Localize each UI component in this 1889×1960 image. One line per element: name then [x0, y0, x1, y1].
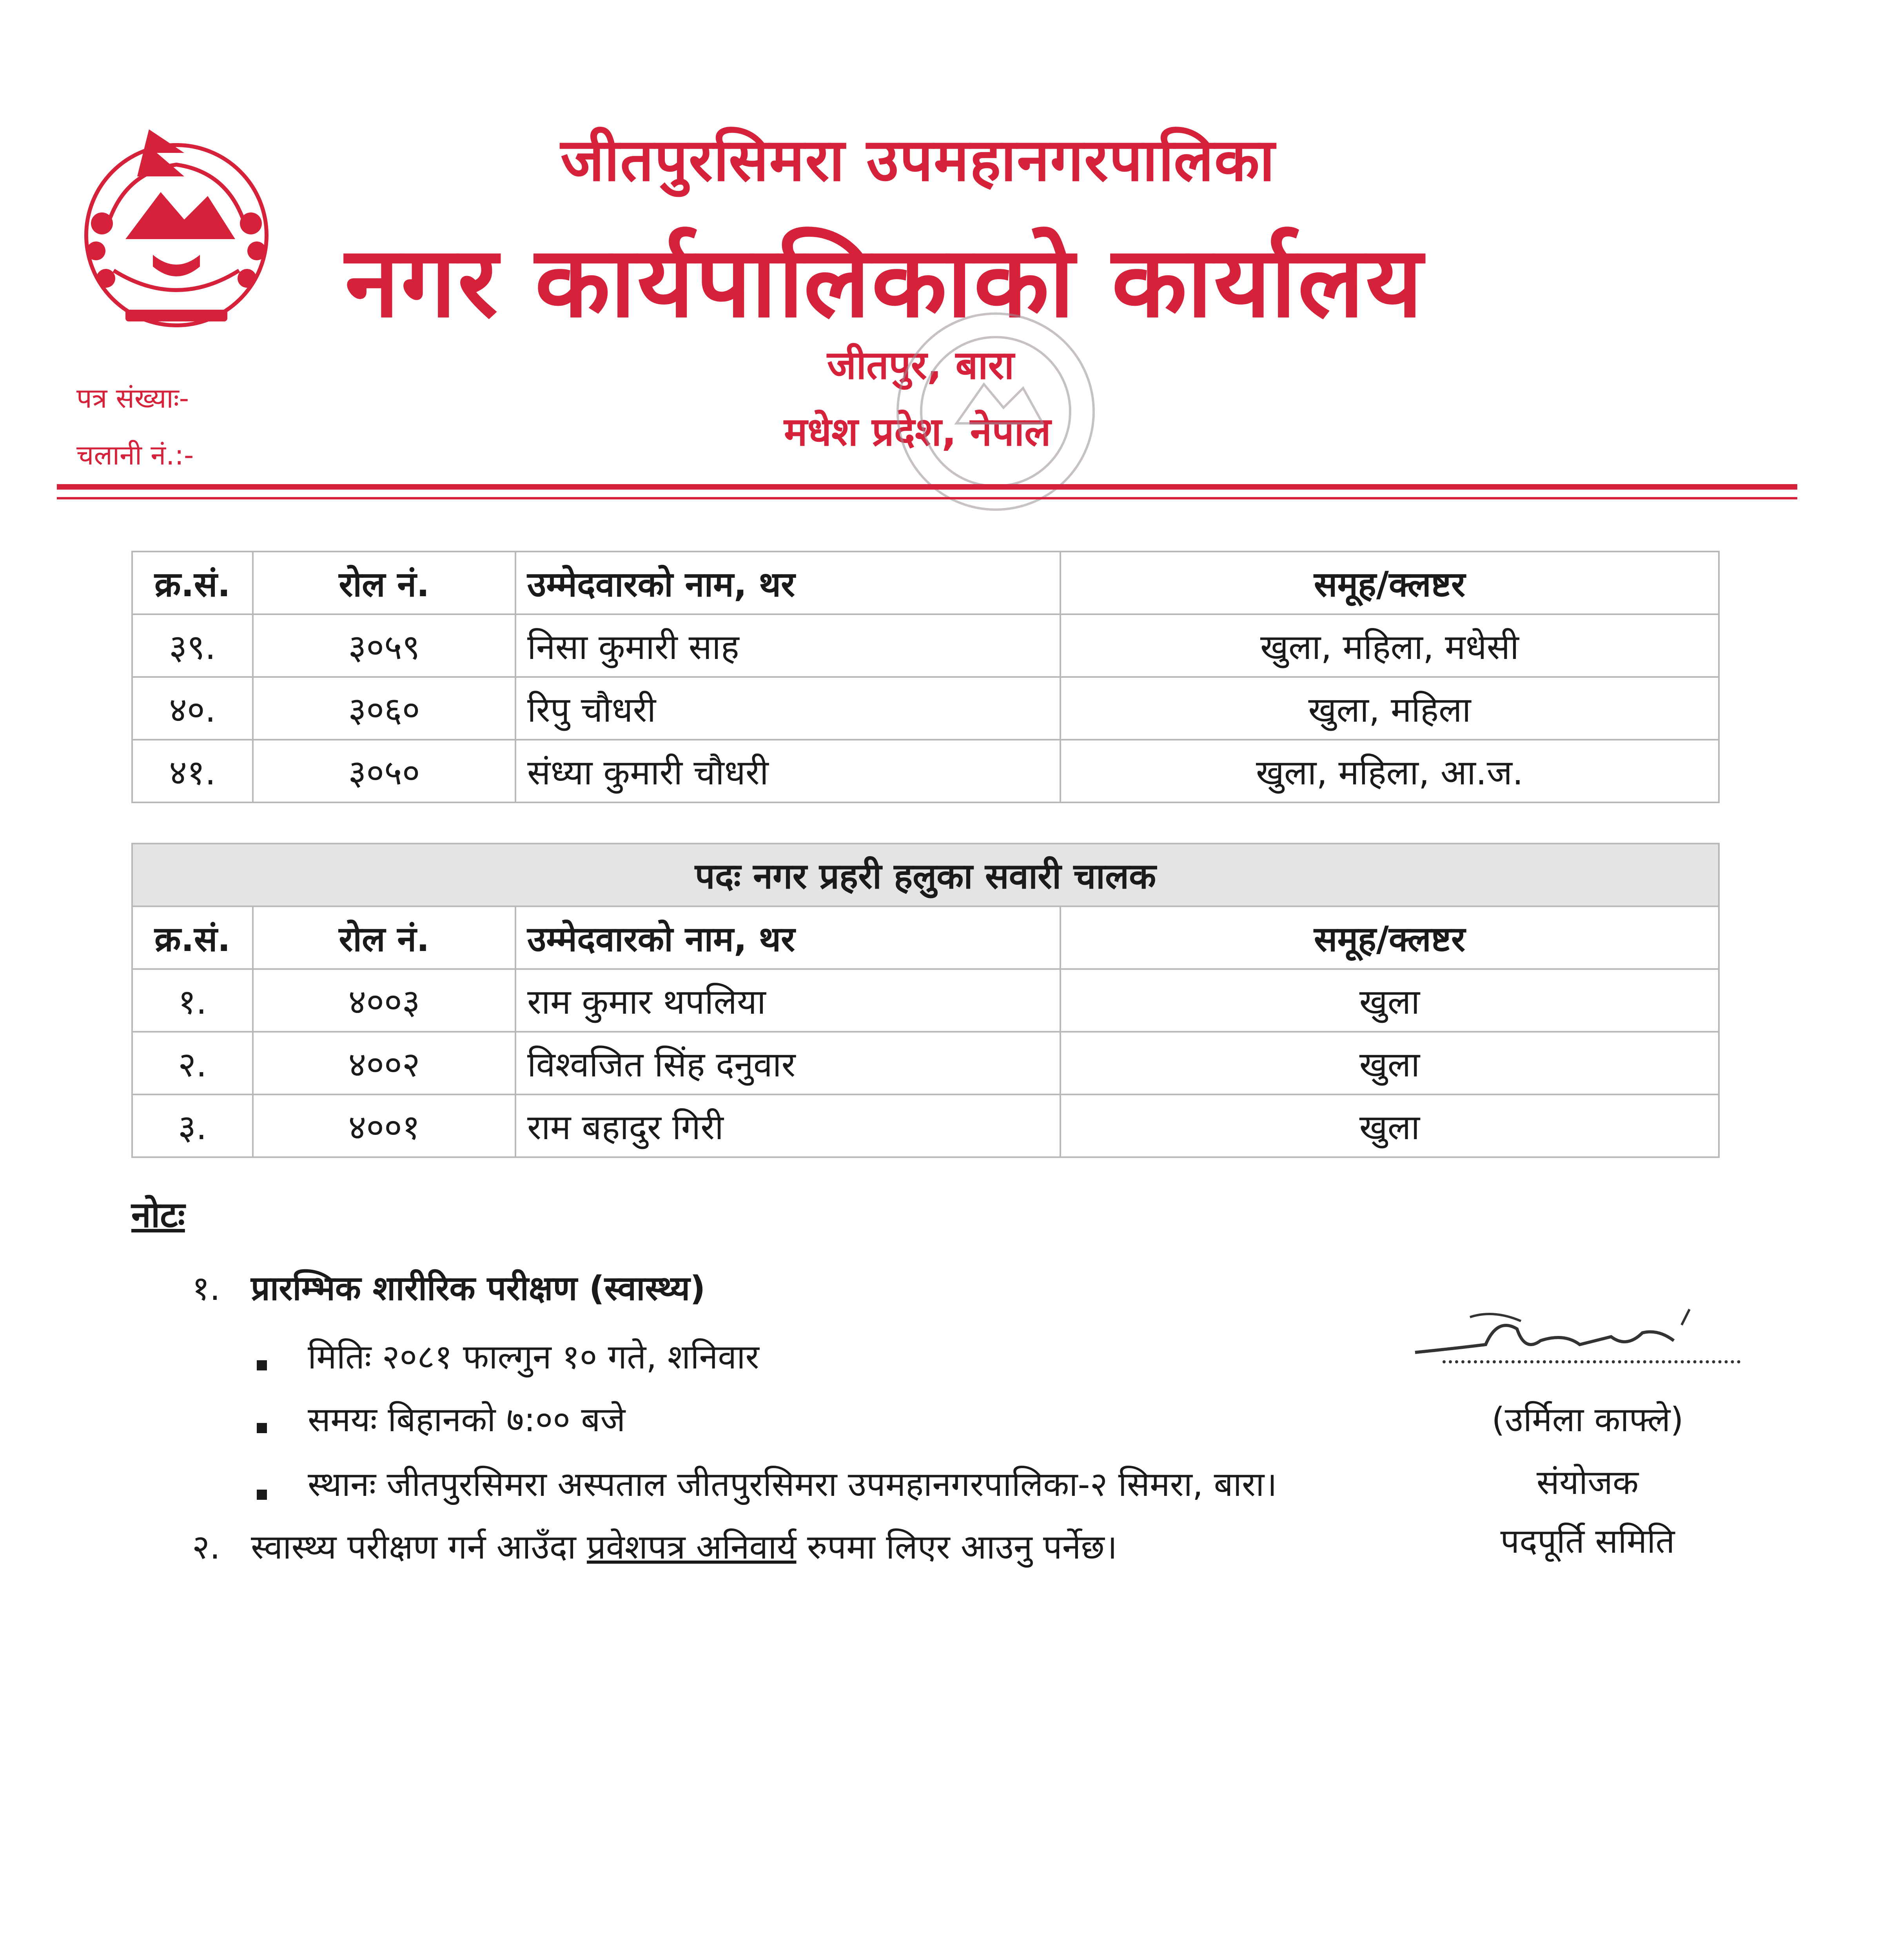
col-name-header: उम्मेदवारको नाम, थर — [515, 906, 1060, 969]
name-cell: संध्या कुमारी चौधरी — [515, 740, 1060, 802]
roll-cell: ४००२ — [253, 1032, 515, 1094]
name-cell: निसा कुमारी साह — [515, 614, 1060, 677]
name-cell: राम बहादुर गिरी — [515, 1094, 1060, 1157]
roll-cell: ४००१ — [253, 1094, 515, 1157]
name-cell: राम कुमार थपलिया — [515, 969, 1060, 1032]
dispatch-number-label: चलानी नं.:- — [76, 439, 194, 471]
bullet-icon — [257, 1423, 267, 1433]
col-group-header: समूह/क्लष्टर — [1060, 552, 1719, 614]
col-serial-header: क्र.सं. — [132, 906, 253, 969]
header-rule-bottom — [57, 497, 1797, 499]
group-cell: खुला, महिला, मधेसी — [1060, 614, 1719, 677]
serial-cell: ४०. — [132, 677, 253, 740]
roll-cell: ३०५० — [253, 740, 515, 802]
bullet-icon — [257, 1490, 267, 1500]
exam-date: मितिः २०८१ फाल्गुन १० गते, शनिवार — [308, 1338, 759, 1377]
signatory-name: (उर्मिला काफ्ले) — [1492, 1400, 1684, 1439]
exam-venue: स्थानः जीतपुरसिमरा अस्पताल जीतपुरसिमरा उपमहानगरपालिका-२ सिमरा, बारा। — [308, 1465, 1277, 1504]
group-cell: खुला — [1060, 969, 1719, 1032]
table-row — [132, 1094, 1719, 1157]
col-serial-header: क्र.सं. — [132, 552, 253, 614]
col-group-header: समूह/क्लष्टर — [1060, 906, 1719, 969]
col-name-header: उम्मेदवारको नाम, थर — [515, 552, 1060, 614]
serial-cell: ३. — [132, 1094, 253, 1157]
letter-number-label: पत्र संख्याः- — [76, 382, 189, 414]
col-roll-header: रोल नं. — [253, 552, 515, 614]
office-location-province: मधेश प्रदेश, नेपाल — [784, 409, 1051, 455]
roll-cell: ३०६० — [253, 677, 515, 740]
roll-cell: ३०५९ — [253, 614, 515, 677]
instruction-emphasis: प्रवेशपत्र अनिवार्य — [586, 1528, 797, 1567]
office-name: नगर कार्यपालिकाको कार्यालय — [345, 225, 1424, 339]
serial-cell: १. — [132, 969, 253, 1032]
table-row — [132, 1032, 1719, 1094]
municipality-name: जीतपुरसिमरा उपमहानगरपालिका — [561, 126, 1276, 194]
signatory-committee: पदपूर्ति समिति — [1500, 1522, 1675, 1561]
group-cell: खुला — [1060, 1032, 1719, 1094]
signature-icon — [1407, 1294, 1721, 1396]
note-heading: नोटः — [131, 1194, 185, 1236]
post-title: पदः नगर प्रहरी हलुका सवारी चालक — [132, 844, 1719, 906]
serial-cell: ३९. — [132, 614, 253, 677]
table-header-row — [132, 906, 1719, 969]
exam-time: समयः बिहानको ७:०० बजे — [308, 1400, 626, 1439]
note-item-number: २. — [192, 1528, 221, 1567]
note-item-number: १. — [192, 1269, 221, 1308]
signature-line — [1443, 1360, 1740, 1363]
bullet-icon — [257, 1360, 267, 1370]
table-caption-row — [132, 844, 1719, 906]
table-header-row — [132, 552, 1719, 614]
name-cell: रिपु चौधरी — [515, 677, 1060, 740]
candidate-table-continued — [131, 551, 1720, 803]
signatory-role: संयोजक — [1536, 1463, 1639, 1502]
table-row — [132, 969, 1719, 1032]
office-location-city: जीतपुर, बारा — [827, 342, 1014, 388]
table-row — [132, 614, 1719, 677]
group-cell: खुला, महिला, आ.ज. — [1060, 740, 1719, 802]
government-emblem-icon — [59, 106, 294, 341]
note-item-title: प्रारम्भिक शारीरिक परीक्षण (स्वास्थ्य) — [251, 1269, 706, 1308]
light-vehicle-driver-table — [131, 843, 1720, 1158]
office-stamp-icon — [855, 282, 1137, 564]
instruction-suffix: रुपमा लिएर आउनु पर्नेछ। — [796, 1528, 1118, 1567]
roll-cell: ४००३ — [253, 969, 515, 1032]
admit-card-instruction — [251, 1523, 1117, 1569]
serial-cell: ४१. — [132, 740, 253, 802]
header-rule-top — [57, 484, 1797, 490]
name-cell: विश्वजित सिंह दनुवार — [515, 1032, 1060, 1094]
table-row — [132, 677, 1719, 740]
table-row — [132, 740, 1719, 802]
serial-cell: २. — [132, 1032, 253, 1094]
group-cell: खुला, महिला — [1060, 677, 1719, 740]
group-cell: खुला — [1060, 1094, 1719, 1157]
instruction-prefix: स्वास्थ्य परीक्षण गर्न आउँदा — [251, 1528, 587, 1567]
col-roll-header: रोल नं. — [253, 906, 515, 969]
